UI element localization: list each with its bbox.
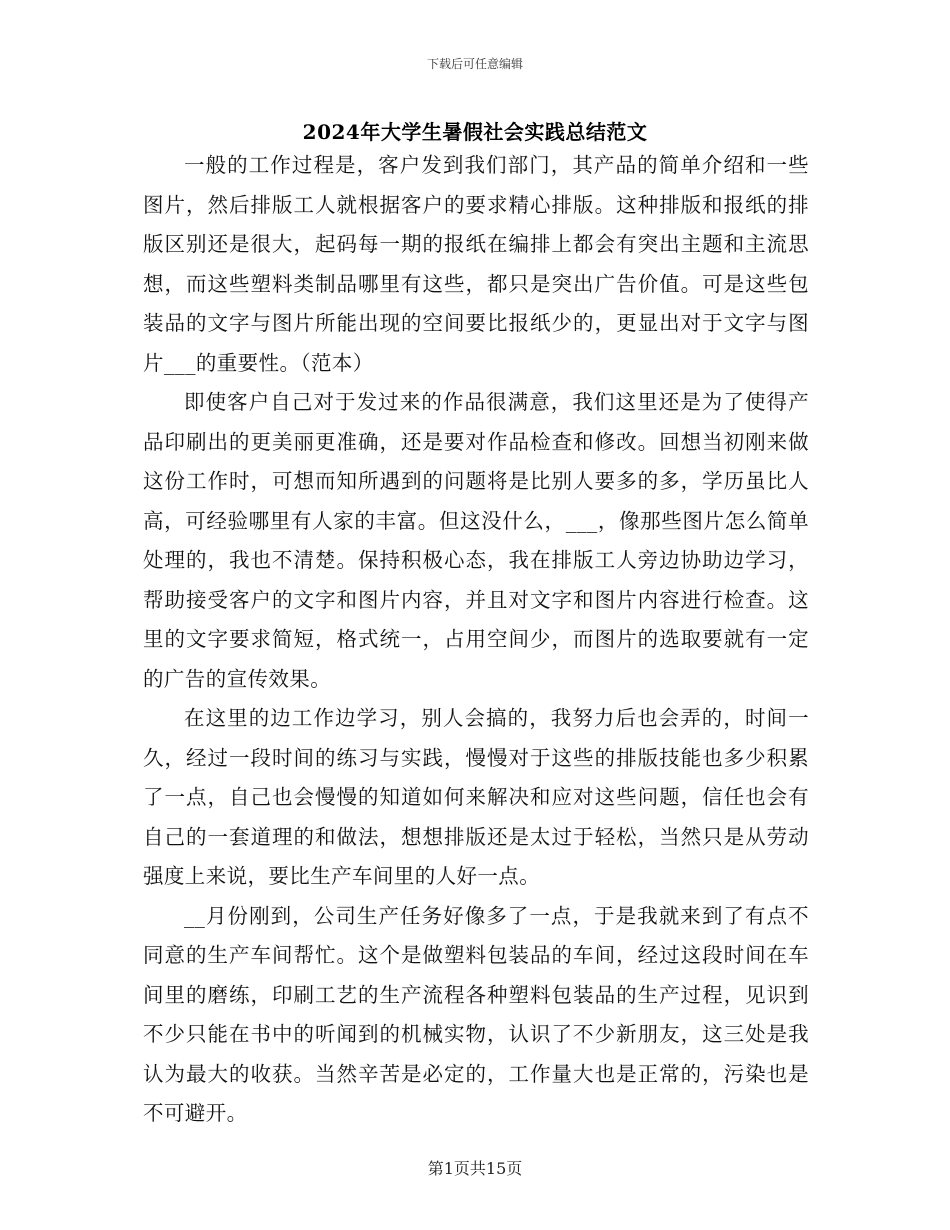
page-header-note: 下载后可任意编辑 xyxy=(426,57,523,71)
paragraph-2: 即使客户自己对于发过来的作品很满意，我们这里还是为了使得产品印刷出的更美丽更准确，还是要对作品检查和修改。回想当初刚来做这份工作时，可想而知所遇到的问题将是比别人要多的多，学历虽比人高，可经验哪里有人家的丰富。但这没什么，___，像那些图片怎么简单处理的，我也不清楚。保持积极心态，我在排版工人旁边协助边学习，帮助接受客户的文字和图片内容，并且对文字和图片内容进行检查。这里的文字要求简短，格式统一，占用空间少，而图片的选取要就有一定的广告的宣传效果。 xyxy=(143,390,809,691)
page-number-footer: 第1页共15页 xyxy=(427,1159,523,1178)
document-title: 2024年大学生暑假社会实践总结范文 xyxy=(302,120,648,144)
paragraph-4: __月份刚到，公司生产任务好像多了一点，于是我就来到了有点不同意的生产车间帮忙。这个是做塑料包装品的车间，经过这段时间在车间里的磨练，印刷工艺的生产流程各种塑料包装品的生产过程，见识到不少只能在书中的听闻到的机械实物，认识了不少新朋友，这三处是我认为最大的收获。当然辛苦是必定的，工作量大也是正常的，污染也是不可避开。 xyxy=(143,903,809,1125)
document-body xyxy=(143,146,809,1134)
paragraph-3: 在这里的边工作边学习，别人会搞的，我努力后也会弄的，时间一久，经过一段时间的练习与实践，慢慢对于这些的排版技能也多少积累了一点，自己也会慢慢的知道如何来解决和应对这些问题，信任也会有自己的一套道理的和做法，想想排版还是太过于轻松，当然只是从劳动强度上来说，要比生产车间里的人好一点。 xyxy=(143,706,809,888)
paragraph-1: 一般的工作过程是，客户发到我们部门，其产品的简单介绍和一些图片，然后排版工人就根据客户的要求精心排版。这种排版和报纸的排版区别还是很大，起码每一期的报纸在编排上都会有突出主题和主流思想，而这些塑料类制品哪里有这些，都只是突出广告价值。可是这些包装品的文字与图片所能出现的空间要比报纸少的，更显出对于文字与图片___的重要性。（范本） xyxy=(143,153,809,375)
